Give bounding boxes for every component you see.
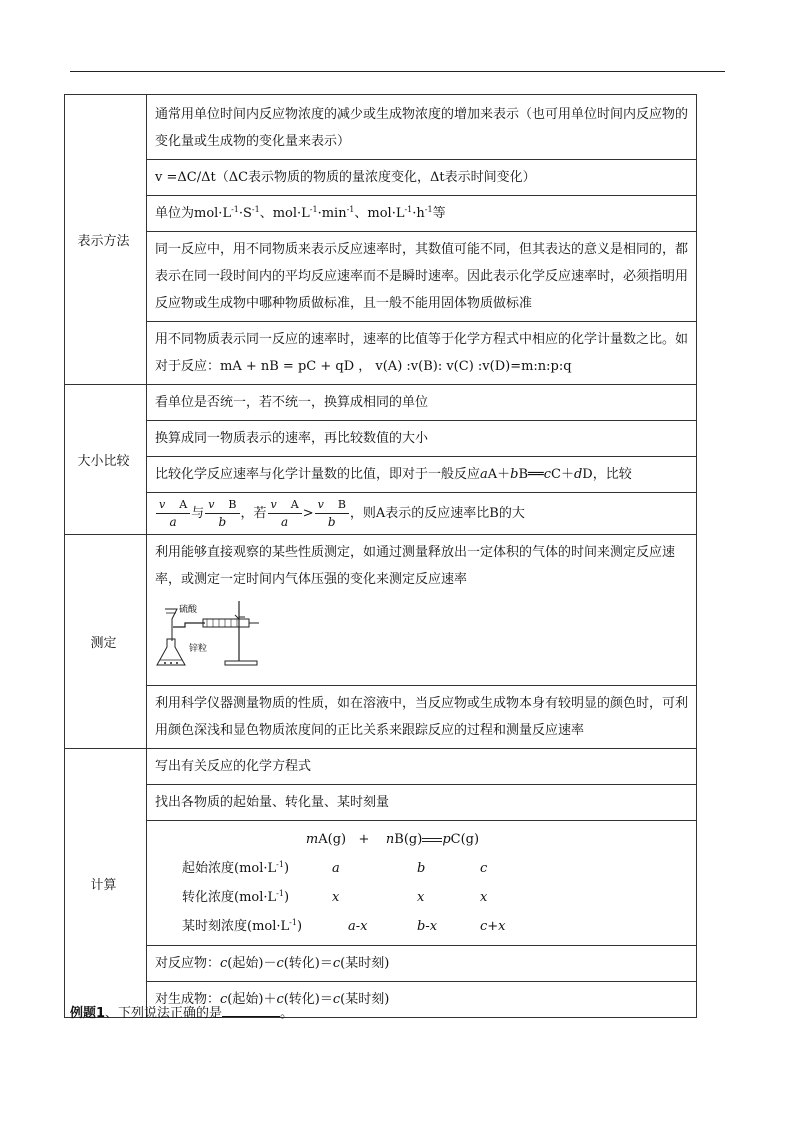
formula-row: v =ΔC/Δt（ΔC表示物质的物质的量浓度变化，Δt表示时间变化） <box>147 160 696 196</box>
gas-syringe-apparatus-diagram <box>155 597 277 669</box>
fraction-va: $\frac{\text{v A}}{a}$ <box>156 497 190 530</box>
content-row: 同一反应中，用不同物质来表示反应速率时，其数值可能不同，但其表达的意义是相同的，都表示在同一段时间内的平均反应速率而不是瞬时速率。因此表示化学反应速率时，必须指明用反应物或生成物中哪种物质做标准，且一般不能用固体物质做标准 <box>147 232 696 322</box>
section-content <box>147 535 697 749</box>
content-row: 换算成同一物质表示的速率，再比较数值的大小 <box>147 421 696 457</box>
content-text: 利用能够直接观察的某些性质测定，如通过测量释放出一定体积的气体的时间来测定反应速率，或测定一定时间内气体压强的变化来测定反应速率 <box>155 545 676 587</box>
example-question: 例题1、下列说法正确的是 。 <box>70 1006 294 1021</box>
fraction-vb: $\frac{\text{v B}}{b}$ <box>315 497 349 530</box>
section-content <box>147 749 697 1018</box>
reaction-equation: mA(g) + nB(g) pC(g) <box>305 832 480 847</box>
section-content <box>147 385 697 535</box>
content-row: 对反应物：c(起始)－c(转化)＝c(某时刻) <box>147 946 696 982</box>
content-row: 看单位是否统一，若不统一，换算成相同的单位 <box>147 385 696 421</box>
apparatus-label: 锌粒 <box>189 644 208 654</box>
section-label: 计算 <box>65 749 147 1018</box>
example-label: 例题1 <box>70 1006 106 1021</box>
section-measurement <box>65 535 697 749</box>
header-rule <box>70 71 725 72</box>
section-comparison <box>65 385 697 535</box>
content-row: 利用科学仪器测量物质的性质，如在溶液中，当反应物或生成物本身有较明显的颜色时，可利用颜色深浅和显色物质浓度间的正比关系来跟踪反应的过程和测量反应速率 <box>155 696 689 738</box>
section-label: 大小比较 <box>65 385 147 535</box>
content-row: 对生成物：c(起始)＋c(转化)＝c(某时刻) <box>155 992 390 1007</box>
content-row <box>147 535 696 686</box>
fraction-va: $\frac{\text{v A}}{a}$ <box>268 497 302 530</box>
apparatus-figure <box>155 597 690 679</box>
calc-block <box>147 821 696 946</box>
content-row: 找出各物质的起始量、转化量、某时刻量 <box>147 785 696 821</box>
answer-blank[interactable] <box>222 1004 280 1017</box>
content-row: 写出有关反应的化学方程式 <box>147 749 696 785</box>
section-label: 测定 <box>65 535 147 749</box>
apparatus-label: 硫酸 <box>179 605 198 615</box>
section-label: 表示方法 <box>65 95 147 385</box>
calc-row-moment: 某时刻浓度$(mol\cdot L^{-1})$ a-x b-x c+x <box>182 918 506 934</box>
fraction-vb: $\frac{\text{v B}}{b}$ <box>205 497 239 530</box>
calc-row-change: 转化浓度$(mol\cdot L^{-1})$ x x x <box>182 889 488 905</box>
knowledge-table <box>64 94 697 1018</box>
fraction-row: $\frac{\text{v A}}{a}$ 与 $\frac{\text{v B}}{b}$ ，若 $\frac{\text{v A}}{a}$ > $\frac{\text{v B}}{b}$ ，则A表示的反应速率比B的大 <box>147 493 696 534</box>
section-representation <box>65 95 697 385</box>
section-content <box>147 95 697 385</box>
content-row: 通常用单位时间内反应物浓度的减少或生成物浓度的增加来表示（也可用单位时间内反应物的变化量或生成物的变化量来表示） <box>147 95 696 160</box>
section-calculation <box>65 749 697 1018</box>
content-row: 用不同物质表示同一反应的速率时，速率的比值等于化学方程式中相应的化学计量数之比。如对于反应：mA + nB = pC + qD ， v(A) :v(B): v(C) :v(D)=m:n:p:q <box>155 332 689 374</box>
unit-row: 单位为$mol\cdot L^{-1}\cdot S^{-1}$、$mol\cdot L^{-1}\cdot\min^{-1}$、$mol\cdot L^{-1}\cdot h^{-1}$等 <box>147 196 696 232</box>
content-row: 比较化学反应速率与化学计量数的比值，即对于一般反应aA＋bB══cC＋dD，比较 <box>147 457 696 493</box>
calc-row-initial: 起始浓度$(mol\cdot L^{-1})$ a b c <box>182 860 488 876</box>
